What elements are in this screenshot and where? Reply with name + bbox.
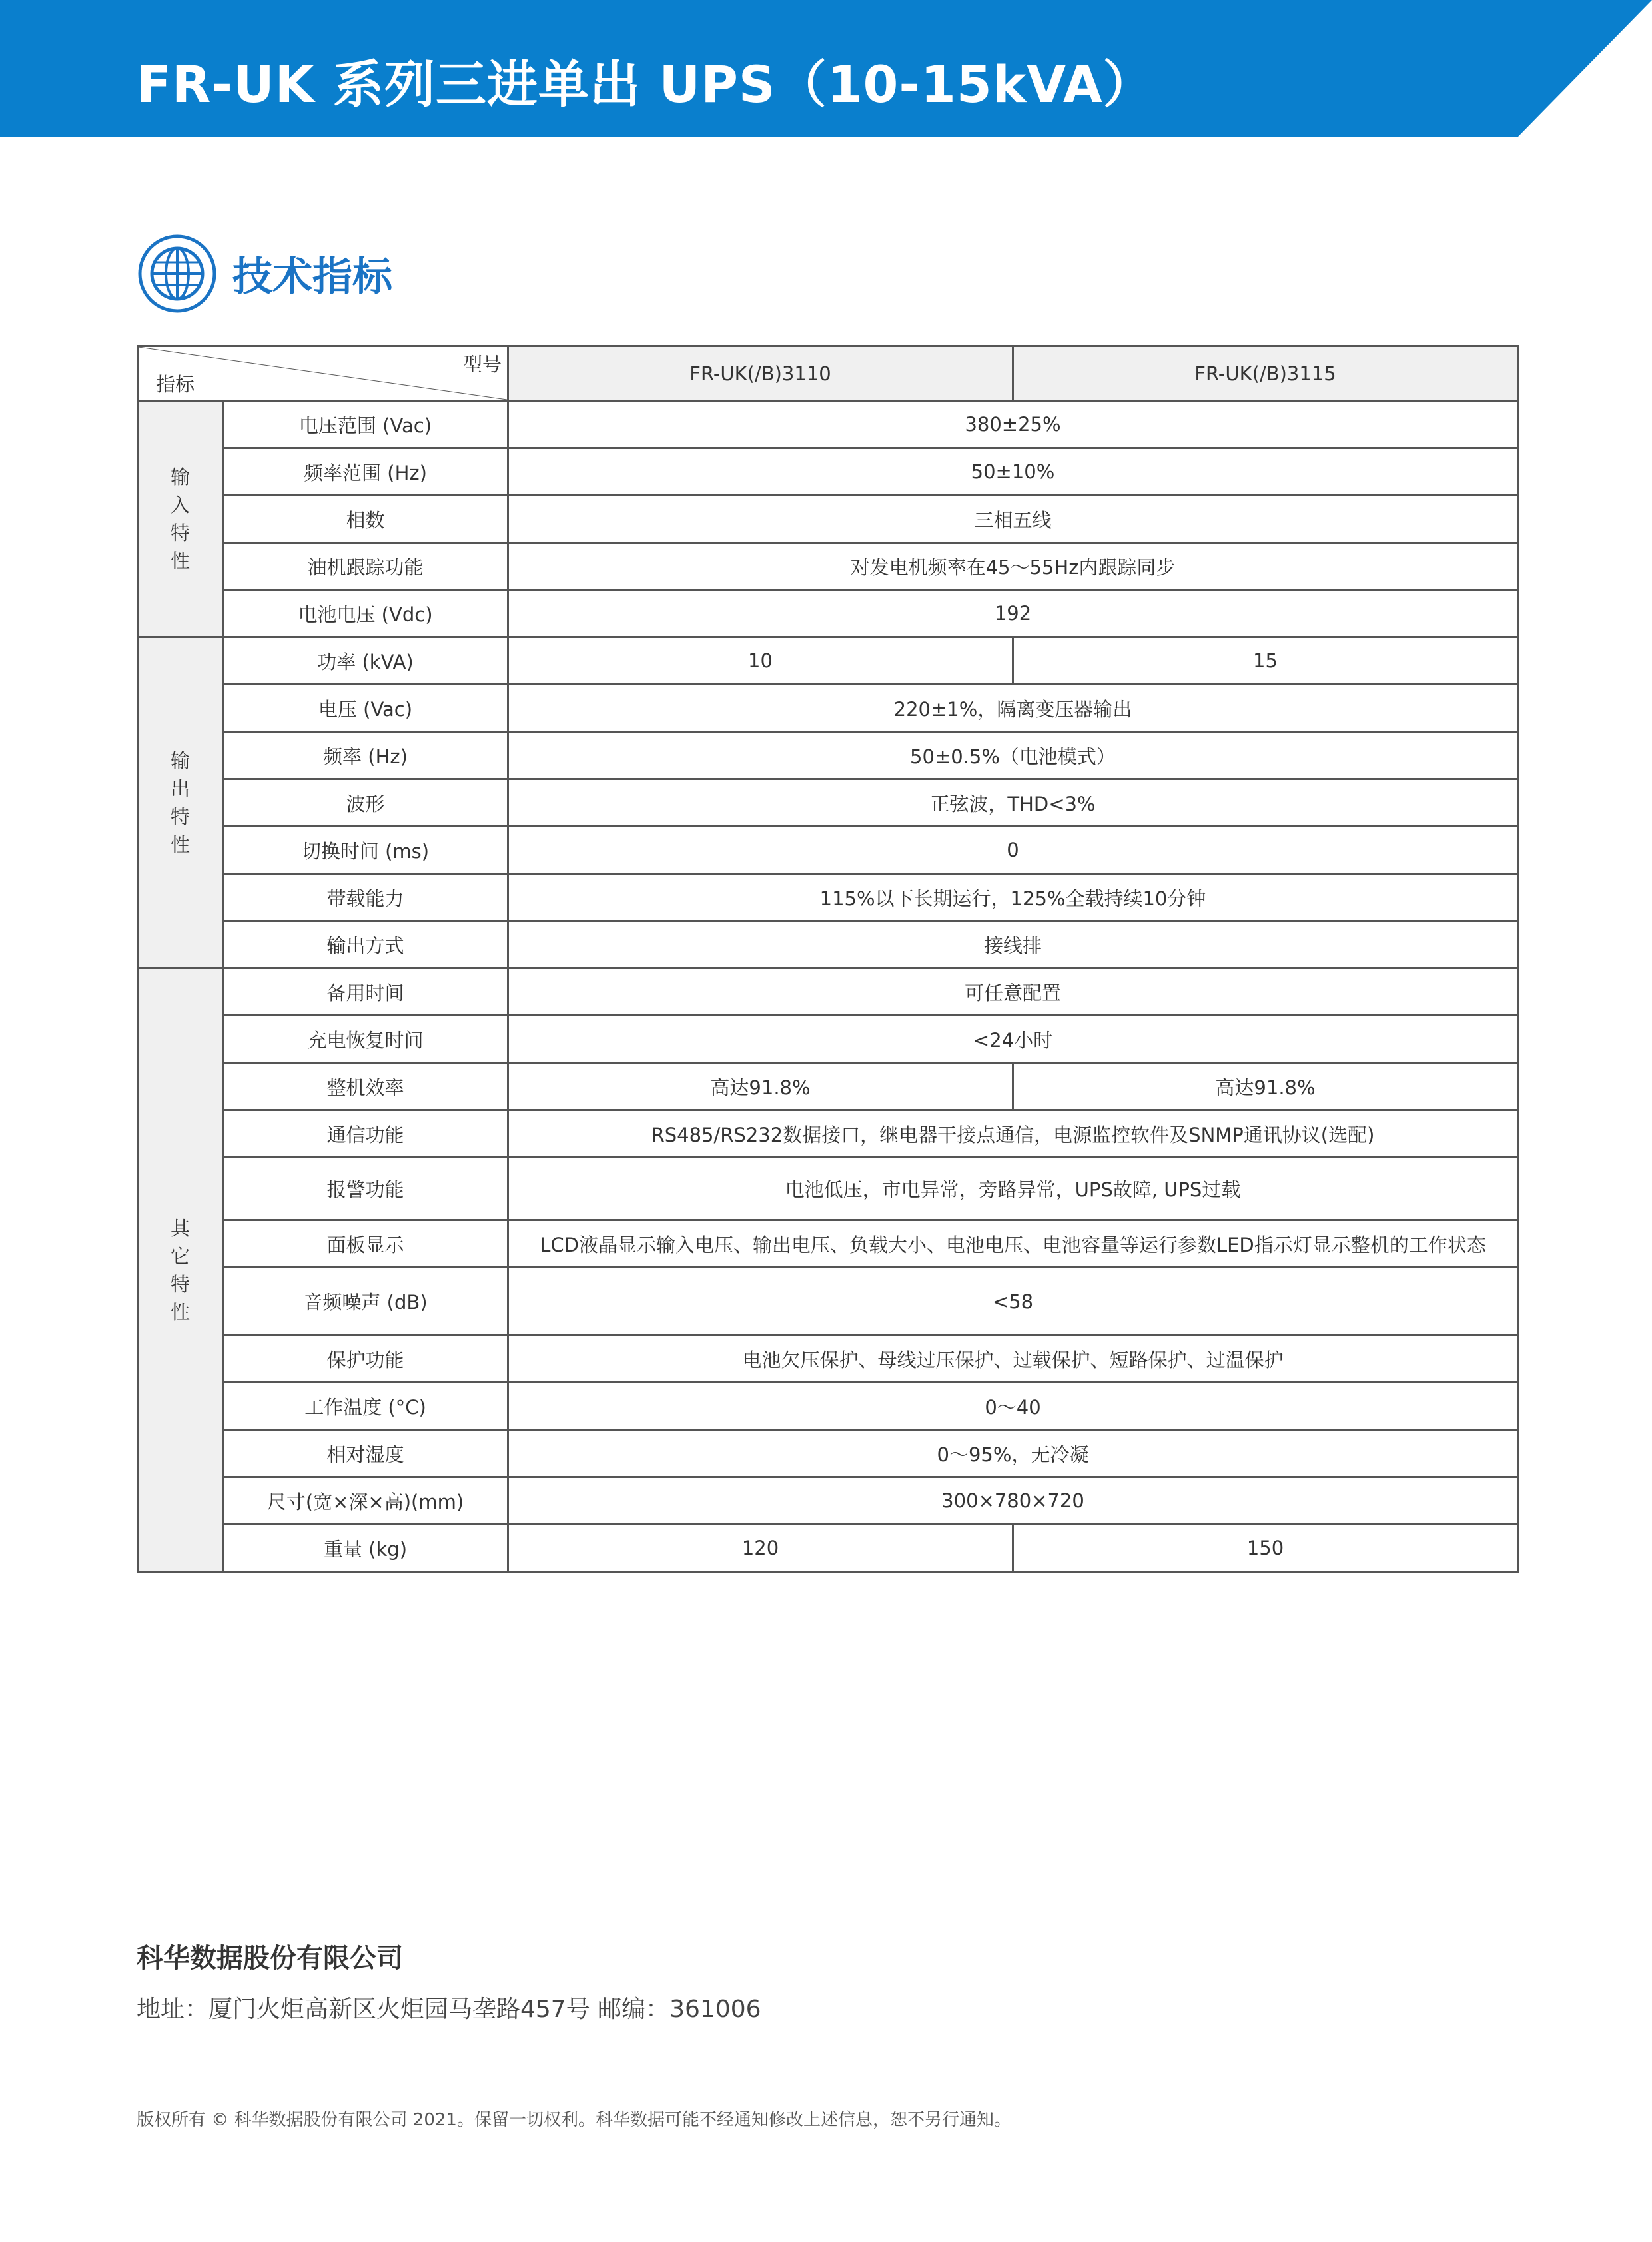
spec-value: 220±1%，隔离变压器输出	[508, 685, 1518, 732]
spec-label: 电压 (Vac)	[223, 685, 508, 732]
table-row	[138, 1477, 1518, 1525]
table-row	[138, 637, 1518, 685]
table-row	[138, 1016, 1518, 1063]
table-row	[138, 1335, 1518, 1383]
spec-value: 正弦波，THD<3%	[508, 779, 1518, 827]
table-row	[138, 827, 1518, 874]
spec-label: 油机跟踪功能	[223, 543, 508, 590]
spec-label: 电池电压 (Vdc)	[223, 590, 508, 637]
corner-label-spec: 指标	[156, 373, 195, 396]
table-header-row	[138, 346, 1518, 401]
spec-label: 带载能力	[223, 874, 508, 921]
spec-value: 电池低压，市电异常，旁路异常，UPS故障, UPS过载	[508, 1158, 1518, 1220]
table-row	[138, 1525, 1518, 1572]
spec-value: 可任意配置	[508, 968, 1518, 1016]
copyright-notice: 版权所有 © 科华数据股份有限公司 2021。保留一切权利。科华数据可能不经通知修改上述信息，恕不另行通知。	[137, 2110, 1011, 2130]
spec-label: 波形	[223, 779, 508, 827]
spec-value: 50±0.5%（电池模式）	[508, 732, 1518, 779]
spec-label: 相对湿度	[223, 1430, 508, 1477]
section-heading	[137, 233, 392, 314]
spec-value: 115%以下长期运行，125%全载持续10分钟	[508, 874, 1518, 921]
spec-value: RS485/RS232数据接口，继电器干接点通信，电源监控软件及SNMP通讯协议(选配)	[508, 1110, 1518, 1158]
table-row	[138, 448, 1518, 496]
company-address: 地址：厦门火炬高新区火炬园马垄路457号 邮编：361006	[137, 1996, 761, 2023]
page-title: FR-UK 系列三进单出 UPS（10-15kVA）	[137, 55, 1154, 114]
section-title: 技术指标	[232, 254, 392, 300]
table-row	[138, 401, 1518, 448]
spec-label: 整机效率	[223, 1063, 508, 1110]
spec-value: 电池欠压保护、母线过压保护、过载保护、短路保护、过温保护	[508, 1335, 1518, 1383]
spec-label: 切换时间 (ms)	[223, 827, 508, 874]
table-corner-cell	[138, 346, 508, 401]
group-label-text: 输入特性	[170, 466, 190, 572]
table-row	[138, 1158, 1518, 1220]
group-label	[138, 401, 223, 637]
spec-value: LCD液晶显示输入电压、输出电压、负载大小、电池电压、电池容量等运行参数LED指示灯显示整机的工作状态	[508, 1220, 1518, 1268]
table-row	[138, 921, 1518, 968]
spec-label: 重量 (kg)	[223, 1525, 508, 1572]
spec-value: <24小时	[508, 1016, 1518, 1063]
spec-label: 充电恢复时间	[223, 1016, 508, 1063]
spec-value: 高达91.8%	[508, 1063, 1013, 1110]
spec-label: 频率 (Hz)	[223, 732, 508, 779]
table-row	[138, 1063, 1518, 1110]
spec-table	[137, 345, 1519, 1573]
spec-label: 音频噪声 (dB)	[223, 1268, 508, 1335]
spec-label: 尺寸(宽×深×高)(mm)	[223, 1477, 508, 1525]
spec-value: 300×780×720	[508, 1477, 1518, 1525]
table-row	[138, 1220, 1518, 1268]
header-banner	[0, 0, 1652, 137]
table-row	[138, 590, 1518, 637]
spec-label: 保护功能	[223, 1335, 508, 1383]
table-row	[138, 496, 1518, 543]
group-label	[138, 968, 223, 1572]
spec-label: 备用时间	[223, 968, 508, 1016]
corner-label-model: 型号	[462, 353, 502, 376]
spec-value: 15	[1013, 637, 1518, 685]
spec-value: <58	[508, 1268, 1518, 1335]
spec-value: 接线排	[508, 921, 1518, 968]
table-row	[138, 1110, 1518, 1158]
spec-value: 150	[1013, 1525, 1518, 1572]
group-label-text: 其它特性	[170, 1216, 190, 1323]
table-row	[138, 543, 1518, 590]
group-label-text: 输出特性	[170, 749, 190, 856]
table-row	[138, 1430, 1518, 1477]
spec-label: 频率范围 (Hz)	[223, 448, 508, 496]
spec-value: 高达91.8%	[1013, 1063, 1518, 1110]
globe-icon	[137, 233, 218, 314]
spec-label: 报警功能	[223, 1158, 508, 1220]
table-row	[138, 968, 1518, 1016]
table-row	[138, 874, 1518, 921]
table-row	[138, 732, 1518, 779]
spec-value: 192	[508, 590, 1518, 637]
spec-value: 0～40	[508, 1383, 1518, 1430]
spec-value: 50±10%	[508, 448, 1518, 496]
spec-label: 工作温度 (°C)	[223, 1383, 508, 1430]
spec-label: 面板显示	[223, 1220, 508, 1268]
spec-value: 三相五线	[508, 496, 1518, 543]
spec-label: 输出方式	[223, 921, 508, 968]
spec-label: 功率 (kVA)	[223, 637, 508, 685]
spec-label: 通信功能	[223, 1110, 508, 1158]
spec-value: 0	[508, 827, 1518, 874]
spec-value: 对发电机频率在45～55Hz内跟踪同步	[508, 543, 1518, 590]
model-header: FR-UK(/B)3110	[508, 346, 1013, 401]
spec-value: 120	[508, 1525, 1013, 1572]
table-row	[138, 1268, 1518, 1335]
spec-label: 电压范围 (Vac)	[223, 401, 508, 448]
spec-label: 相数	[223, 496, 508, 543]
table-row	[138, 779, 1518, 827]
table-row	[138, 1383, 1518, 1430]
model-header: FR-UK(/B)3115	[1013, 346, 1518, 401]
company-name: 科华数据股份有限公司	[137, 1943, 403, 1974]
spec-value: 0～95%，无冷凝	[508, 1430, 1518, 1477]
spec-value: 10	[508, 637, 1013, 685]
group-label	[138, 637, 223, 968]
spec-value: 380±25%	[508, 401, 1518, 448]
table-row	[138, 685, 1518, 732]
